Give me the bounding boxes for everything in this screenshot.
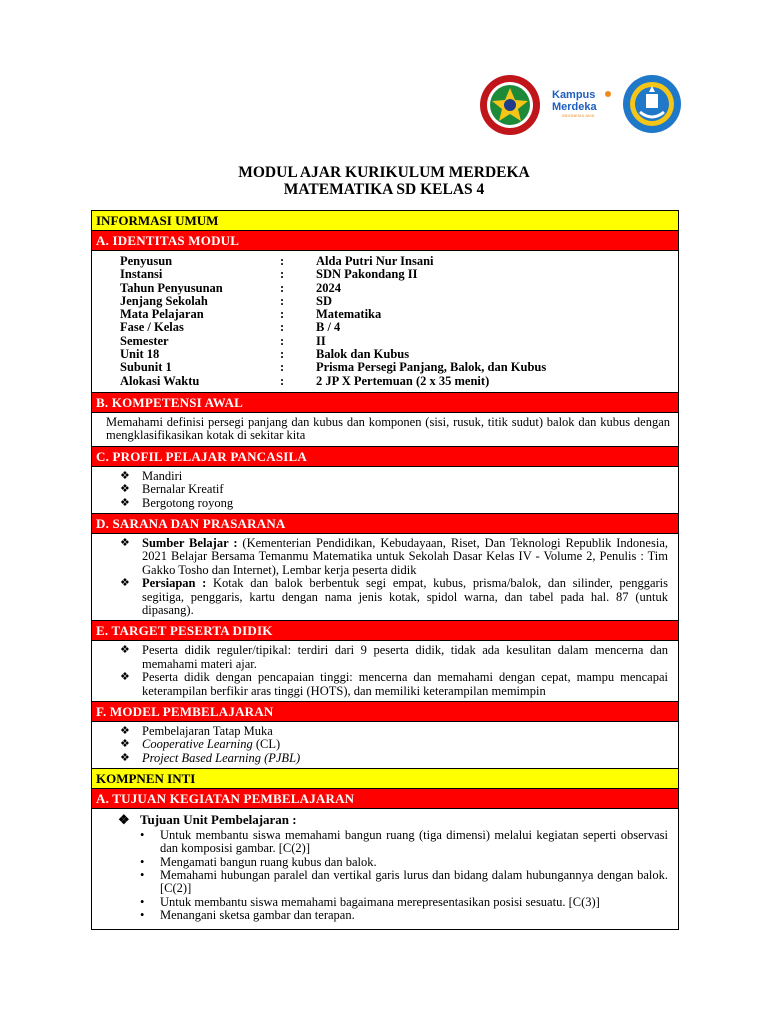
informasi-umum-header: INFORMASI UMUM (92, 211, 678, 231)
list-item: • Memahami hubungan paralel dan vertikal garis lurus dan bidang dalam hubungannya dengan balok. [C(2)] (140, 867, 668, 896)
title-line-1: MODUL AJAR KURIKULUM MERDEKA (238, 164, 530, 181)
target-peserta-section (92, 641, 678, 702)
identitas-modul-section (92, 251, 678, 393)
diamond-bullet-icon: ❖ (120, 496, 130, 509)
model-pembelajaran-section (92, 722, 678, 769)
kompetensi-awal-header: B. KOMPETENSI AWAL (92, 393, 678, 413)
document-title (0, 164, 768, 198)
list-item: • Menangani sketsa gambar dan terapan. (140, 908, 355, 923)
sarana-prasarana-header: D. SARANA DAN PRASARANA (92, 514, 678, 534)
ident-row: Semester : II (120, 333, 326, 348)
list-item: ❖ Peserta didik dengan pencapaian tinggi: mencerna dan memahami dengan cepat, mampu mencapai keterampilan berfikir aras tinggi (HOTS), dan memiliki keterampilan memimpin (120, 670, 668, 698)
model-pembelajaran-header: F. MODEL PEMBELAJARAN (92, 702, 678, 722)
target-peserta-header: E. TARGET PESERTA DIDIK (92, 621, 678, 641)
list-item: ❖ Mandiri (120, 468, 183, 483)
list-item: • Mengamati bangun ruang kubus dan balok. (140, 854, 377, 869)
list-item: ❖ Sumber Belajar : (Kementerian Pendidikan, Kebudayaan, Riset, Dan Teknologi Republik Indonesia, 2021 Belajar Bersama Temanmu Matematika untuk Sekolah Dasar Kelas IV - Volume 2, Penulis : Tim Gakko Tosho dan Internet), Lembar kerja peserta didik (120, 536, 668, 577)
list-item: ❖ Bernalar Kreatif (120, 482, 224, 497)
dot-bullet-icon: • (140, 894, 145, 909)
ident-row: Penyusun : Alda Putri Nur Insani (120, 254, 434, 268)
header-logos (478, 72, 700, 138)
ident-row: Alokasi Waktu : 2 JP X Pertemuan (2 x 35 menit) (120, 373, 490, 388)
diamond-bullet-icon: ❖ (120, 469, 130, 482)
list-item: ❖ Project Based Learning (PJBL) (120, 750, 301, 765)
diamond-bullet-icon: ❖ (120, 671, 130, 684)
ident-row: Subunit 1 : Prisma Persegi Panjang, Balok, dan Kubus (120, 360, 547, 375)
km-line2: Merdeka (552, 101, 597, 113)
ident-row: Fase / Kelas : B / 4 (120, 320, 341, 335)
kampus-merdeka-logo (550, 86, 616, 120)
list-item: ❖ Persiapan : Kotak dan balok berbentuk segi empat, kubus, prisma/balok, dan silinder, penggaris segitiga, penggaris, kartu dengan nama jenis kotak, spidol warna, dan tabel pada hal. 87 (untuk dipasang). (120, 576, 668, 618)
tujuan-kegiatan-section (92, 809, 678, 928)
diamond-bullet-icon: ❖ (120, 751, 130, 764)
tujuan-unit-heading: ❖ Tujuan Unit Pembelajaran : (118, 812, 297, 828)
list-item: ❖ Bergotong royong (120, 495, 234, 510)
dot-bullet-icon: • (140, 867, 145, 882)
diamond-bullet-icon: ❖ (120, 577, 130, 590)
list-item: • Untuk membantu siswa memahami bagaimana merepresentasikan posisi sesuatu. [C(3)] (140, 894, 600, 909)
list-item: • Untuk membantu siswa memahami bangun ruang (tiga dimensi) melalui kegiatan seperti observasi dan komposisi gambar. [C(2)] (140, 827, 668, 856)
diamond-bullet-icon: ❖ (118, 812, 130, 828)
list-item: ❖ Pembelajaran Tatap Muka (120, 724, 273, 739)
diamond-bullet-icon: ❖ (120, 725, 130, 738)
module-table (91, 210, 679, 930)
profil-pelajar-section (92, 467, 678, 514)
diamond-bullet-icon: ❖ (120, 483, 130, 496)
diamond-bullet-icon: ❖ (120, 644, 130, 657)
kompetensi-awal-text: Memahami definisi persegi panjang dan kubus dan komponen (sisi, rusuk, titik sudut) balok dan kubus dengan mengklasifikasikan kotak di sekitar kita (92, 413, 678, 447)
diamond-bullet-icon: ❖ (120, 537, 130, 549)
ident-row: Mata Pelajaran : Matematika (120, 307, 382, 322)
ident-row: Unit 18 : Balok dan Kubus (120, 347, 410, 362)
list-item: ❖ Cooperative Learning (CL) (120, 737, 281, 752)
university-logo (478, 74, 542, 136)
dot-bullet-icon: • (140, 908, 145, 923)
km-line1: Kampus (552, 89, 596, 101)
km-tag: INDONESIA JAYA (562, 113, 595, 118)
profil-pelajar-header: C. PROFIL PELAJAR PANCASILA (92, 447, 678, 467)
kemendikbud-logo (622, 72, 682, 136)
ident-row: Tahun Penyusunan : 2024 (120, 280, 341, 295)
sarana-prasarana-section (92, 534, 678, 621)
tujuan-kegiatan-header: A. TUJUAN KEGIATAN PEMBELAJARAN (92, 789, 678, 809)
ident-row: Jenjang Sekolah : SD (120, 293, 332, 308)
komponen-inti-header: KOMPNEN INTI (92, 769, 678, 789)
list-item: ❖ Peserta didik reguler/tipikal: terdiri dari 9 peserta didik, tidak ada kesulitan dalam mencerna dan memahami materi ajar. (120, 643, 668, 671)
diamond-bullet-icon: ❖ (120, 738, 130, 751)
dot-bullet-icon: • (140, 827, 145, 842)
dot-bullet-icon: • (140, 854, 145, 869)
title-line-2: MATEMATIKA SD KELAS 4 (283, 181, 485, 198)
identitas-modul-header: A. IDENTITAS MODUL (92, 231, 678, 251)
ident-row: Instansi : SDN Pakondang II (120, 267, 418, 282)
